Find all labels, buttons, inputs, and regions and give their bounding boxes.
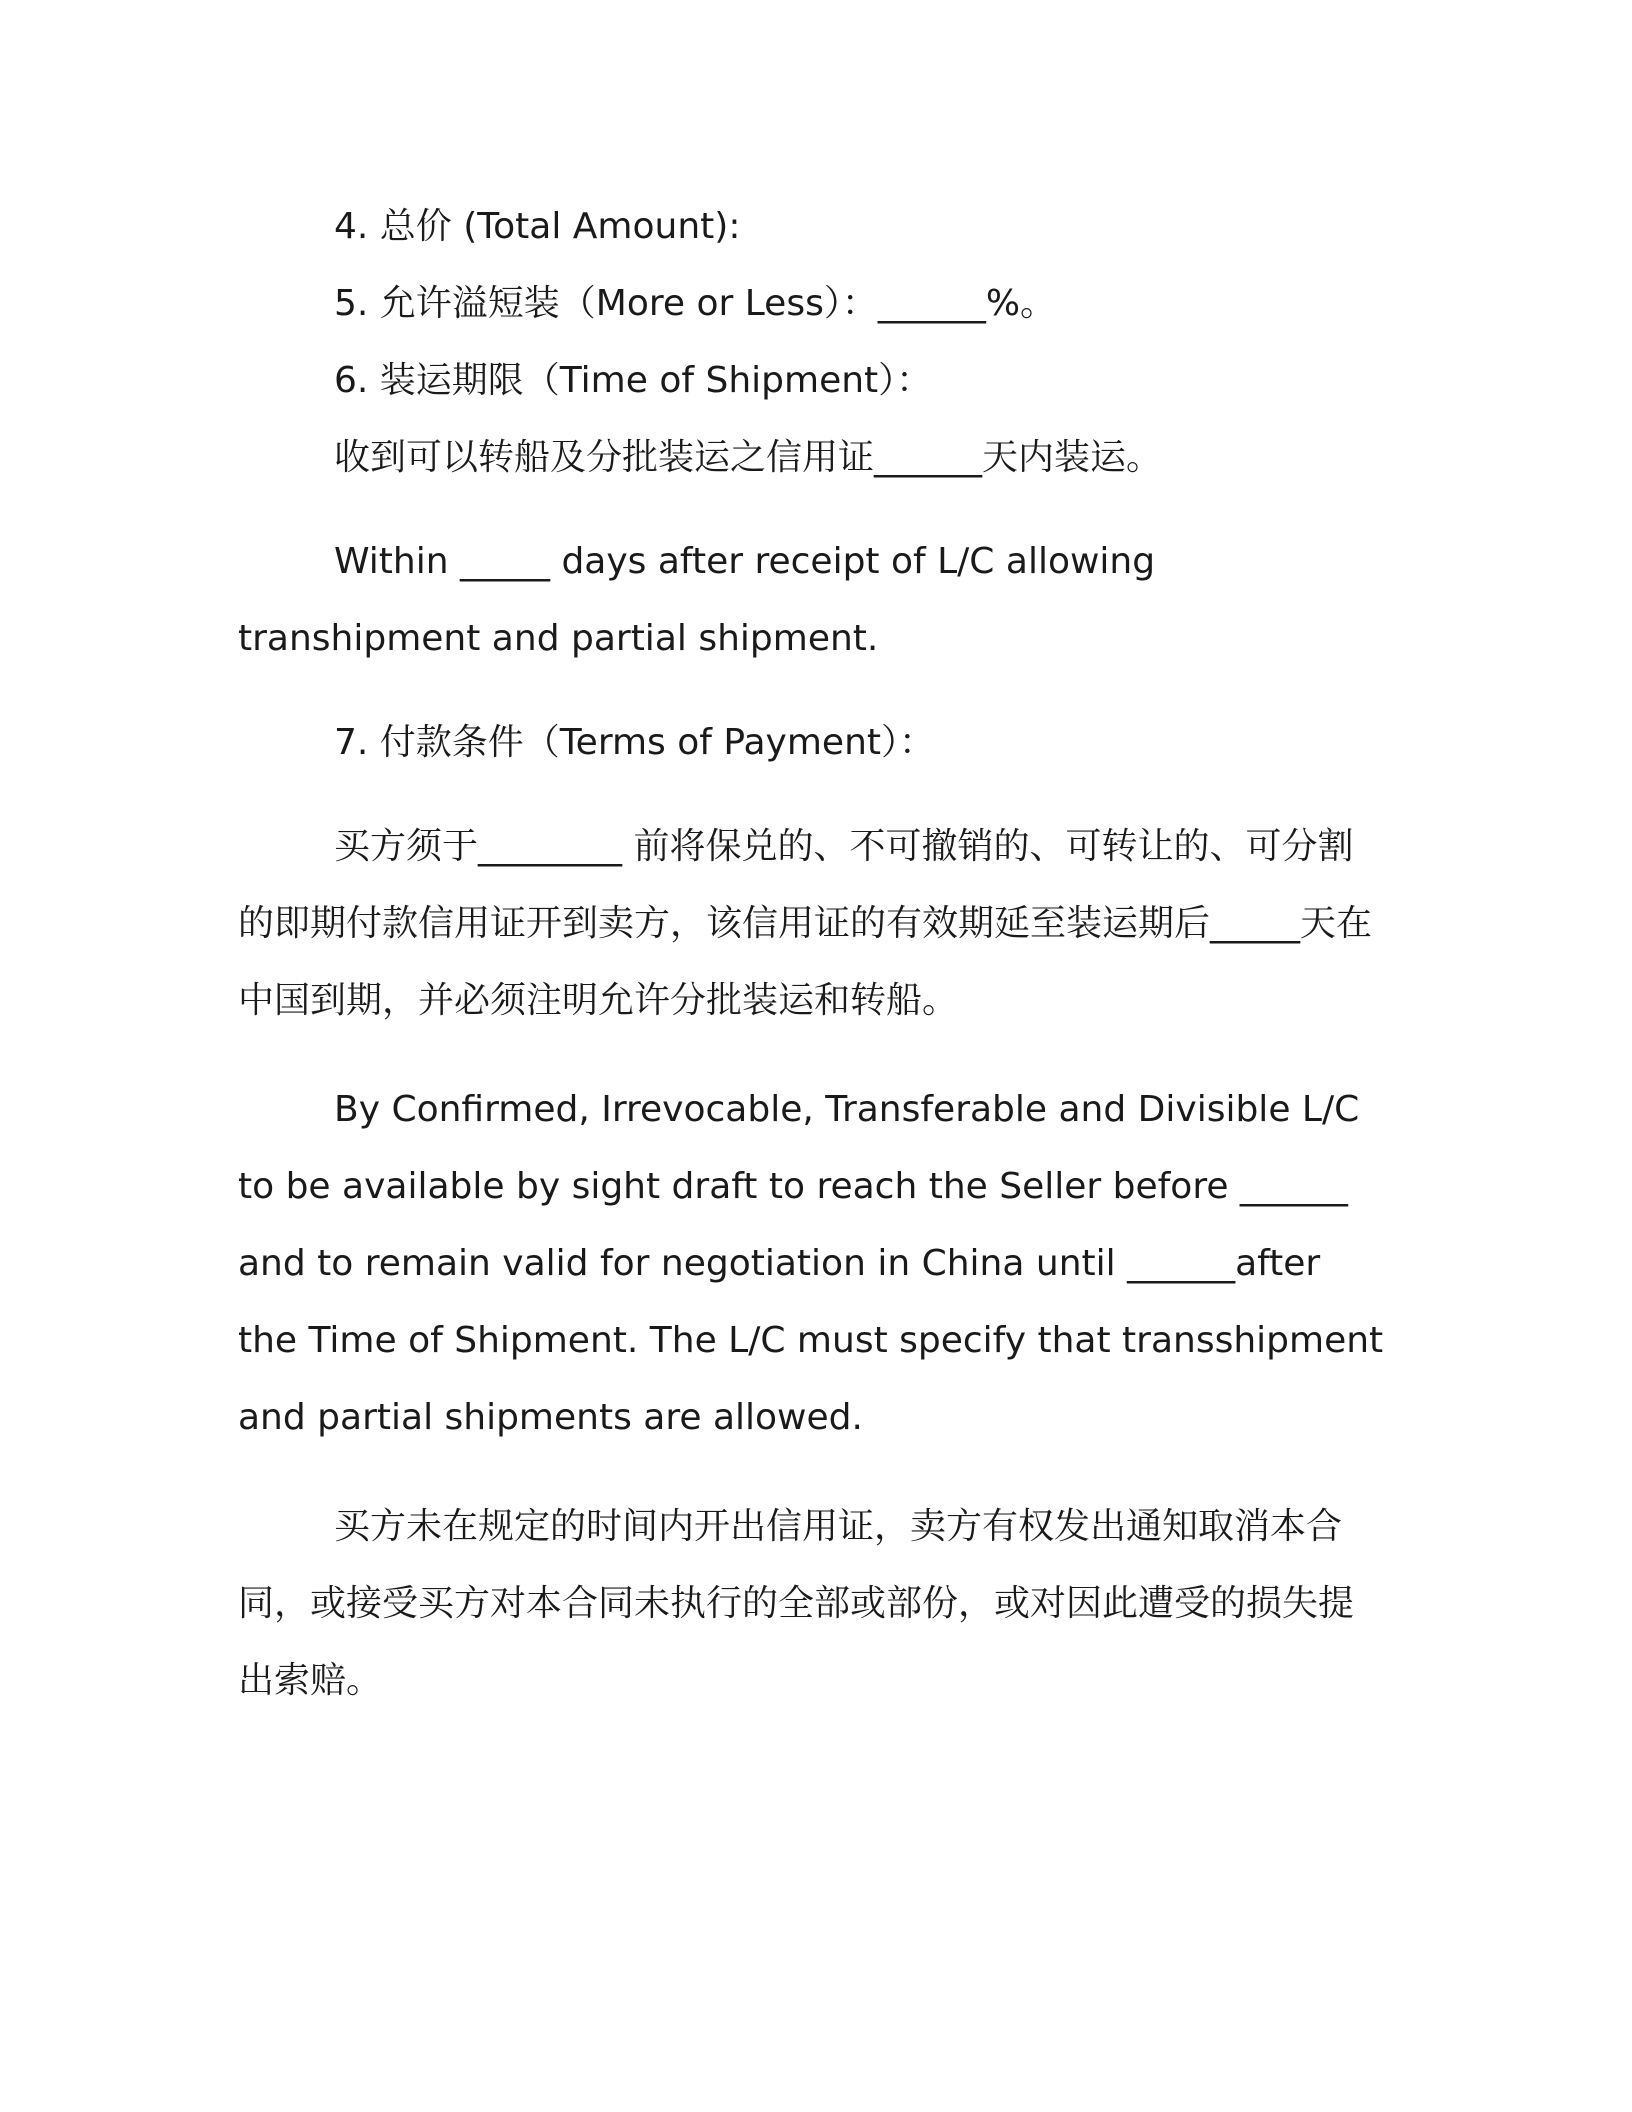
item-more-or-less: 5. 允许溢短装（More or Less）：______%。 (334, 283, 1057, 324)
shipment-clause-cn: 收到可以转船及分批装运之信用证______天内装运。 (334, 437, 1163, 478)
document-body (238, 188, 1384, 1719)
item-terms-of-payment: 7. 付款条件（Terms of Payment）： (334, 722, 935, 763)
item-total-amount: 4. 总价 (Total Amount): (334, 206, 741, 247)
payment-clause-en: By Confirmed, Irrevocable, Transferable and Divisible L/C to be available by sight draft to reach the Seller before ______ and to remain valid for negotiation in China until ______after the Time of Shipment. The L/C must specify that transshipment and partial shipments are allowed. (238, 1089, 1384, 1438)
item-time-of-shipment: 6. 装运期限（Time of Shipment）： (334, 360, 933, 401)
payment-clause-cn: 买方须于________ 前将保兑的、不可撤销的、可转让的、可分割的即期付款信用证开到卖方，该信用证的有效期延至装运期后_____天在中国到期，并必须注明允许分批装运和转船。 (238, 826, 1373, 1021)
cancellation-clause-cn: 买方未在规定的时间内开出信用证，卖方有权发出通知取消本合同，或接受买方对本合同未执行的全部或部份，或对因此遭受的损失提出索赔。 (238, 1506, 1355, 1701)
shipment-clause-en: Within _____ days after receipt of L/C allowing transhipment and partial shipment. (238, 541, 1156, 659)
